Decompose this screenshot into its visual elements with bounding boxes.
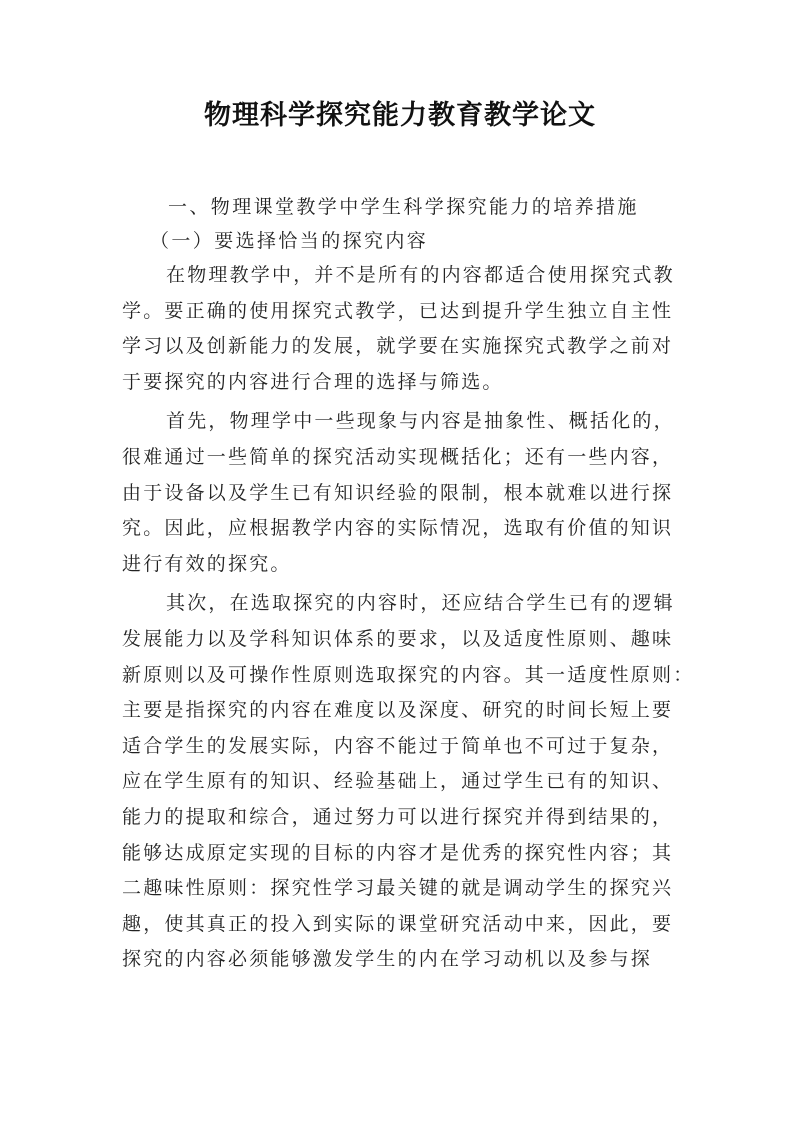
section-heading: 一、物理课堂教学中学生科学探究能力的培养措施 [168,196,639,218]
paragraph-line: 学习以及创新能力的发展，就学要在实施探究式教学之前对 [122,335,674,358]
paragraph [122,586,695,978]
paragraph-line: 究。因此，应根据教学内容的实际情况，选取有价值的知识 [122,517,674,540]
paragraph [122,258,686,400]
paragraph-line: 进行有效的探究。 [122,552,292,575]
paragraph-line: 探究的内容必须能够激发学生的内在学习动机以及参与探 [122,948,653,971]
paragraph-line: 能够达成原定实现的目标的内容才是优秀的探究性内容；其 [122,841,674,864]
paragraph-line: 首先，物理学中一些现象与内容是抽象性、概括化的， [166,410,675,433]
paragraph-line: 在物理教学中，并不是所有的内容都适合使用探究式教 [166,264,675,286]
paragraph-line: 主要是指探究的内容在难度以及深度、研究的时间长短上要 [122,699,674,722]
paragraph-line: 于要探究的内容进行合理的选择与筛选。 [122,370,504,393]
document-body [122,190,695,978]
paragraph-line: 适合学生的发展实际，内容不能过于简单也不可过于复杂， [122,734,674,757]
paragraph-line: 应在学生原有的知识、经验基础上，通过学生已有的知识、 [122,770,674,793]
paragraph [122,404,686,582]
paragraph-line: 由于设备以及学生已有知识经验的限制，根本就难以进行探 [122,481,674,504]
document-title: 物理科学探究能力教育教学论文 [204,100,596,131]
paragraph-line: 趣，使其真正的投入到实际的课堂研究活动中来，因此，要 [122,912,674,935]
paragraph-line: 能力的提取和综合，通过努力可以进行探究并得到结果的， [122,805,674,828]
paragraph-line: 学。要正确的使用探究式教学，已达到提升学生独立自主性 [122,299,674,322]
paragraph-line: 二趣味性原则：探究性学习最关键的就是调动学生的探究兴 [122,877,674,900]
paragraph-line: 很难通过一些简单的探究活动实现概括化；还有一些内容， [122,445,674,468]
paragraph-line: 其次，在选取探究的内容时，还应结合学生已有的逻辑 [166,592,675,615]
paragraph-line: 新原则以及可操作性原则选取探究的内容。其一适度性原则： [122,663,695,686]
paragraph-line: 发展能力以及学科知识体系的要求，以及适度性原则、趣味 [122,627,674,650]
subsection-heading: （一）要选择恰当的探究内容 [150,230,429,252]
